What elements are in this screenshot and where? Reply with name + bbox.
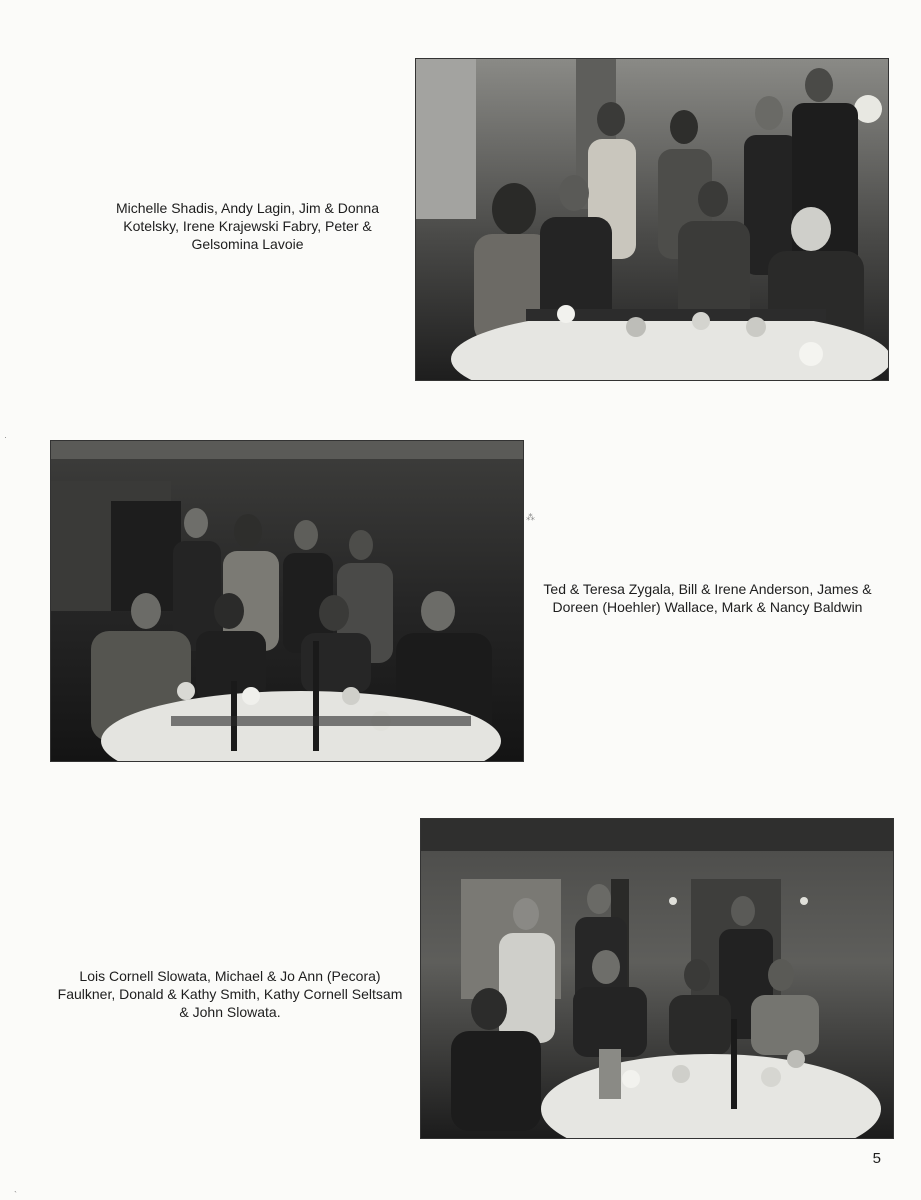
- group-photo-1: [415, 58, 889, 381]
- page-number: 5: [872, 1150, 881, 1167]
- photo-caption-1: Michelle Shadis, Andy Lagin, Jim & Donna Kotelsky, Irene Krajewski Fabry, Peter & Gelsomina Lavoie: [115, 200, 380, 252]
- group-photo-3: [420, 818, 894, 1139]
- scan-speck: ⁂: [526, 512, 535, 522]
- scan-speck: ·: [4, 432, 7, 442]
- photo-caption-2: Ted & Teresa Zygala, Bill & Irene Anderson, James & Doreen (Hoehler) Wallace, Mark & Nancy Baldwin: [543, 581, 872, 615]
- scan-speck: `: [14, 1190, 17, 1200]
- group-photo-2: [50, 440, 524, 762]
- photo-caption-3: Lois Cornell Slowata, Michael & Jo Ann (Pecora) Faulkner, Donald & Kathy Smith, Kathy Cornell Seltsam & John Slowata.: [57, 968, 403, 1020]
